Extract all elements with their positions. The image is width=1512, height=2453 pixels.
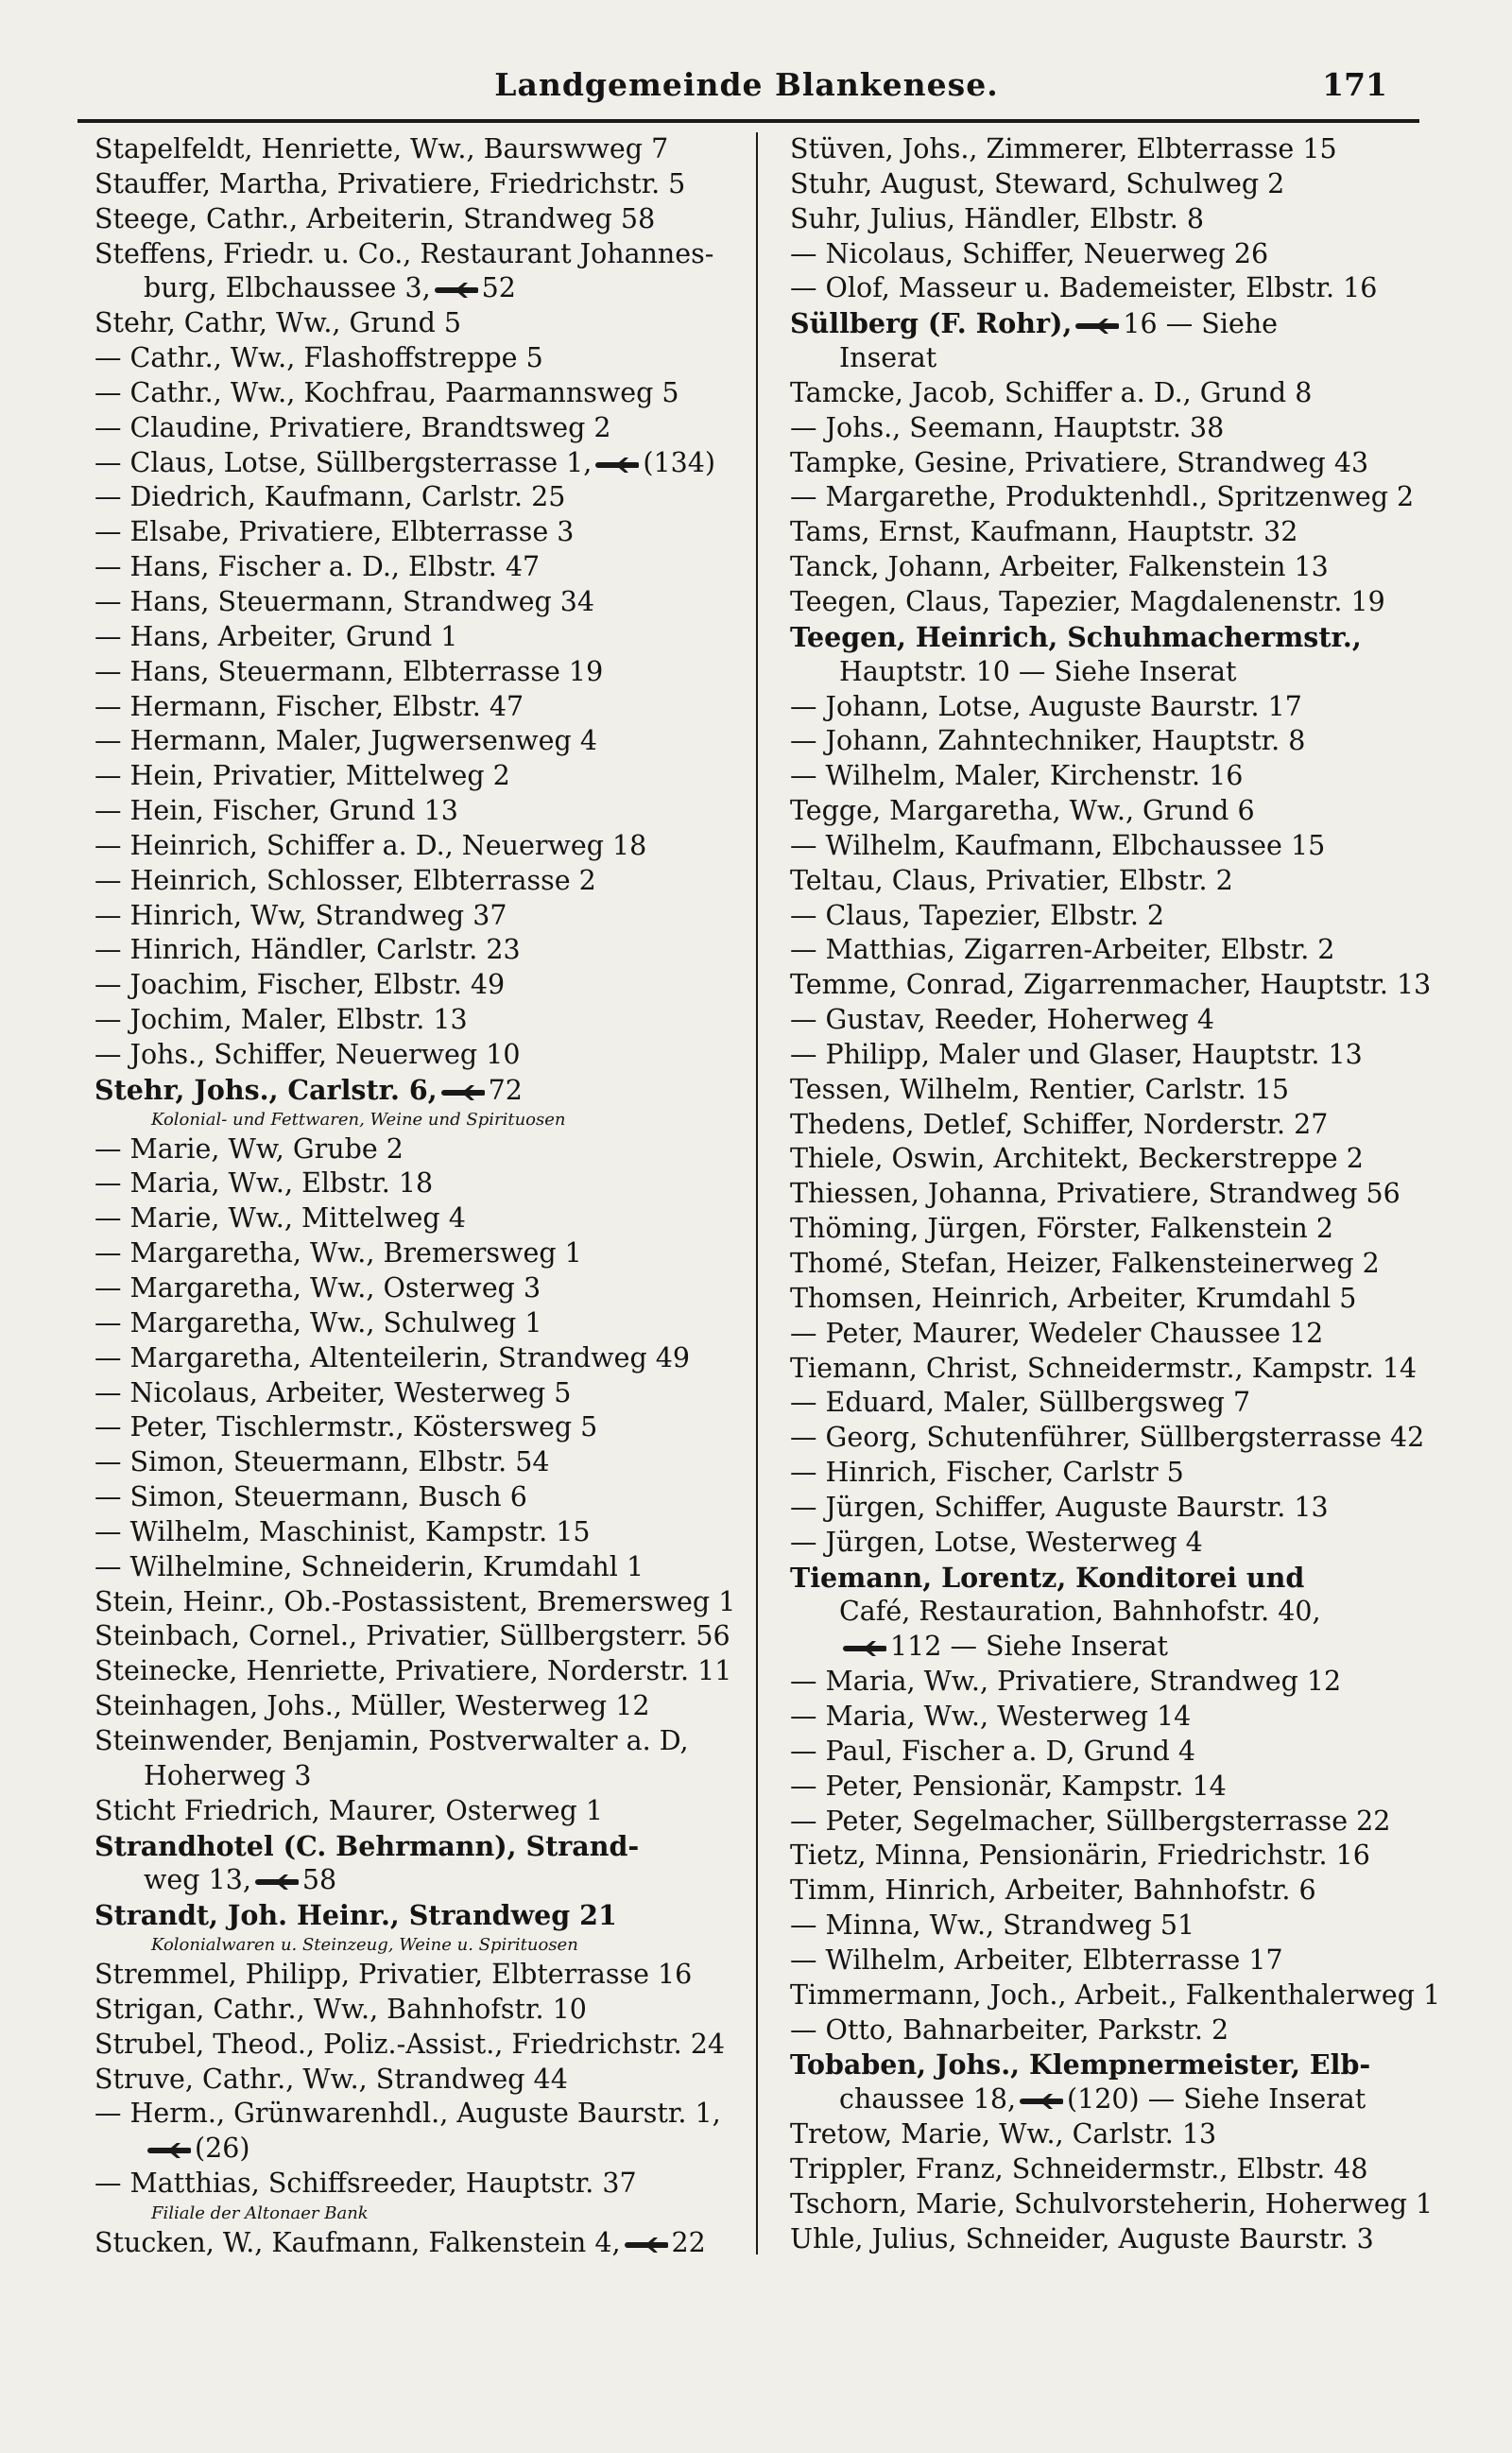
entry-text: Café, Restauration, Bahnhofstr. 40, [839, 1596, 1321, 1628]
entry-text: — Johann, Zahntechniker, Hauptstr. 8 [790, 725, 1306, 757]
entry-text: — Nicolaus, Arbeiter, Westerweg 5 [94, 1376, 572, 1408]
directory-entry [790, 1491, 1456, 1526]
entry-text: — Hein, Privatier, Mittelweg 2 [94, 760, 510, 792]
directory-entry [790, 2047, 1456, 2082]
entry-text: Steinhagen, Johs., Müller, Westerweg 12 [94, 1690, 650, 1722]
entry-text: — Heinrich, Schlosser, Elbterrasse 2 [94, 864, 596, 896]
entry-text: Thomé, Stefan, Heizer, Falkensteinerweg 2 [790, 1248, 1380, 1279]
entry-text: Tegge, Margaretha, Ww., Grund 6 [790, 795, 1255, 827]
entry-text: Tamcke, Jacob, Schiffer a. D., Grund 8 [790, 376, 1313, 408]
entry-note [94, 1933, 761, 1958]
directory-entry [790, 1212, 1456, 1247]
directory-entry [790, 1073, 1456, 1108]
directory-entry [94, 1410, 761, 1445]
entry-text: — Peter, Pensionär, Kampstr. 14 [790, 1770, 1227, 1802]
entry-text: Stapelfeldt, Henriette, Ww., Baurswweg 7 [94, 133, 669, 164]
entry-text: Stremmel, Philipp, Privatier, Elbterrasse 16 [94, 1959, 693, 1991]
directory-entry [790, 655, 1456, 690]
entry-text: — Hans, Fischer a. D., Elbstr. 47 [94, 551, 541, 583]
directory-entry [94, 2028, 761, 2063]
directory-entry [790, 411, 1456, 446]
directory-entry [94, 690, 761, 725]
directory-entry [790, 1177, 1456, 1212]
entry-text: — Wilhelm, Maler, Kirchenstr. 16 [790, 760, 1244, 792]
entry-text: Teegen, Claus, Tapezier, Magdalenenstr. 19 [790, 585, 1385, 617]
entry-text: Tams, Ernst, Kaufmann, Hauptstr. 32 [790, 516, 1298, 548]
entry-text: — Minna, Ww., Strandweg 51 [790, 1909, 1195, 1942]
entry-reference: — Siehe Inserat [950, 1631, 1168, 1663]
directory-entry [790, 1805, 1456, 1840]
directory-entry [790, 1386, 1456, 1421]
directory-entry [94, 1619, 761, 1654]
entry-text: Trippler, Franz, Schneidermstr., Elbstr. 48 [790, 2152, 1368, 2185]
entry-text: Stauffer, Martha, Privatiere, Friedrichstr. 5 [94, 167, 686, 199]
entry-text: — Hein, Fischer, Grund 13 [94, 795, 458, 827]
telephone-hand-icon [595, 456, 639, 475]
entry-text: — Hans, Steuermann, Strandweg 34 [94, 585, 595, 617]
entry-text: — Maria, Ww., Privatiere, Strandweg 12 [790, 1666, 1342, 1698]
entry-text: Uhle, Julius, Schneider, Auguste Baurstr. 3 [790, 2222, 1374, 2254]
directory-entry [790, 933, 1456, 968]
directory-entry [94, 1271, 761, 1306]
entry-text: Steege, Cathr., Arbeiterin, Strandweg 58 [94, 202, 656, 234]
entry-text: Steinecke, Henriette, Privatiere, Norderstr. 11 [94, 1655, 732, 1687]
entry-text: Strigan, Cathr., Ww., Bahnhofstr. 10 [94, 1993, 587, 2025]
directory-entry [94, 2226, 761, 2261]
entry-text: Teegen, Heinrich, Schuhmachermstr., [790, 620, 1362, 653]
directory-entry [94, 1958, 761, 1993]
entry-text: — Margaretha, Ww., Osterweg 3 [94, 1272, 541, 1304]
directory-entry [94, 933, 761, 968]
directory-entry [790, 515, 1456, 550]
entry-text: Tretow, Marie, Ww., Carlstr. 13 [790, 2118, 1217, 2151]
directory-entry [94, 1166, 761, 1201]
entry-text: — Cathr., Ww., Flashoffstreppe 5 [94, 342, 543, 374]
entry-text: — Gustav, Reeder, Hoherweg 4 [790, 1004, 1215, 1036]
directory-entry [790, 1909, 1456, 1943]
entry-text: — Claus, Lotse, Süllbergsterrasse 1, [94, 446, 593, 478]
entry-text: — Otto, Bahnarbeiter, Parkstr. 2 [790, 2013, 1229, 2046]
entry-reference: — Siehe [1165, 308, 1279, 340]
entry-text: Tanck, Johann, Arbeiter, Falkenstein 13 [790, 551, 1329, 583]
telephone-number: 16 [1123, 308, 1158, 340]
directory-entry [790, 1595, 1456, 1630]
entry-text: — Hinrich, Ww, Strandweg 37 [94, 899, 507, 931]
entry-text: Hauptstr. 10 — Siehe Inserat [839, 655, 1237, 687]
directory-entry [94, 1759, 761, 1794]
directory-entry [94, 1724, 761, 1759]
entry-text: — Margaretha, Ww., Bremersweg 1 [94, 1237, 582, 1270]
entry-text: Stuhr, August, Steward, Schulweg 2 [790, 167, 1285, 199]
entry-text: — Heinrich, Schiffer a. D., Neuerweg 18 [94, 829, 647, 861]
directory-entry [790, 899, 1456, 934]
directory-entry [790, 1456, 1456, 1491]
entry-text: — Maria, Ww., Elbstr. 18 [94, 1167, 434, 1200]
directory-entry [790, 1282, 1456, 1317]
directory-entry [94, 1003, 761, 1038]
directory-entry [790, 1352, 1456, 1387]
directory-entry [94, 968, 761, 1003]
telephone-number: 112 [890, 1631, 942, 1663]
telephone-hand-icon [1020, 2092, 1063, 2111]
entry-text: chaussee 18, [839, 2083, 1017, 2116]
entry-text: Thomsen, Heinrich, Arbeiter, Krumdahl 5 [790, 1282, 1357, 1314]
directory-entry [94, 724, 761, 759]
entry-text: — Simon, Steuermann, Busch 6 [94, 1481, 527, 1513]
directory-entry [790, 271, 1456, 306]
entry-text: — Johs., Schiffer, Neuerweg 10 [94, 1038, 521, 1070]
entry-text: Stehr, Cathr, Ww., Grund 5 [94, 307, 462, 339]
entry-text: Filiale der Altonaer Bank [151, 2203, 369, 2223]
directory-entry [790, 1630, 1456, 1665]
entry-text: — Peter, Maurer, Wedeler Chaussee 12 [790, 1317, 1324, 1349]
directory-entry [94, 1038, 761, 1073]
directory-entry [790, 620, 1456, 655]
entry-text: — Peter, Segelmacher, Süllbergsterrasse 22 [790, 1805, 1391, 1837]
directory-entry [790, 2013, 1456, 2048]
directory-entry [790, 759, 1456, 794]
entry-text: Stein, Heinr., Ob.-Postassistent, Bremersweg 1 [94, 1585, 736, 1617]
entry-text: Thedens, Detlef, Schiffer, Norderstr. 27 [790, 1108, 1329, 1140]
directory-entry [94, 376, 761, 411]
entry-text: Steinbach, Cornel., Privatier, Süllbergsterr. 56 [94, 1620, 730, 1652]
directory-entry [94, 2167, 761, 2202]
entry-text: — Wilhelm, Maschinist, Kampstr. 15 [94, 1515, 591, 1547]
entry-text: — Claudine, Privatiere, Brandtsweg 2 [94, 411, 611, 443]
directory-entry [790, 306, 1456, 341]
entry-text: — Peter, Tischlermstr., Köstersweg 5 [94, 1411, 598, 1443]
directory-entry [94, 2132, 761, 2167]
directory-entry [790, 1770, 1456, 1805]
directory-entry [790, 1421, 1456, 1456]
page-header [76, 59, 1418, 115]
directory-entry [94, 1236, 761, 1271]
directory-entry [790, 1142, 1456, 1177]
entry-text: Süllberg (F. Rohr), [790, 307, 1073, 340]
entry-text: — Margaretha, Ww., Schulweg 1 [94, 1306, 542, 1339]
entry-note [94, 1108, 761, 1132]
directory-entry [790, 1003, 1456, 1038]
entry-text: Thiele, Oswin, Architekt, Beckerstreppe 2 [790, 1143, 1364, 1175]
page-number: 171 [1322, 66, 1387, 103]
entry-text: — Olof, Masseur u. Bademeister, Elbstr. 16 [790, 272, 1378, 304]
directory-entry [790, 1665, 1456, 1700]
entry-text: weg 13, [144, 1864, 251, 1896]
directory-entry [790, 1943, 1456, 1978]
entry-text: Struve, Cathr., Ww., Strandweg 44 [94, 2063, 568, 2095]
entry-text: Strandhotel (C. Behrmann), Strand- [94, 1829, 640, 1862]
directory-entry [790, 864, 1456, 899]
entry-text: Tiemann, Christ, Schneidermstr., Kampstr. 14 [790, 1352, 1418, 1384]
entry-text: burg, Elbchaussee 3, [144, 272, 431, 304]
telephone-hand-icon [255, 1873, 299, 1892]
directory-entry [790, 376, 1456, 411]
telephone-hand-icon [435, 281, 478, 300]
directory-entry [94, 202, 761, 237]
directory-entry [790, 2082, 1456, 2117]
entry-text: Thiessen, Johanna, Privatiere, Strandweg 56 [790, 1178, 1400, 1210]
entry-text: — Elsabe, Privatiere, Elbterrasse 3 [94, 516, 575, 548]
entry-text: — Margaretha, Altenteilerin, Strandweg 49 [94, 1341, 691, 1373]
directory-entry [790, 690, 1456, 725]
entry-text: — Joachim, Fischer, Elbstr. 49 [94, 969, 506, 1001]
telephone-hand-icon [843, 1639, 886, 1658]
directory-entry [94, 655, 761, 690]
directory-entry [94, 1515, 761, 1550]
entry-text: — Wilhelm, Kaufmann, Elbchaussee 15 [790, 829, 1326, 861]
directory-entry [94, 1993, 761, 2028]
entry-text: — Cathr., Ww., Kochfrau, Paarmannsweg 5 [94, 376, 679, 408]
directory-entry [790, 1978, 1456, 2013]
entry-text: — Eduard, Maler, Süllbergsweg 7 [790, 1387, 1251, 1419]
directory-entry [94, 759, 761, 794]
directory-entry [94, 2097, 761, 2132]
entry-text: Steffens, Friedr. u. Co., Restaurant Johannes- [94, 237, 714, 269]
entry-text: Stucken, W., Kaufmann, Falkenstein 4, [94, 2226, 621, 2258]
entry-text: Tschorn, Marie, Schulvorsteherin, Hoherweg 1 [790, 2187, 1434, 2220]
entry-text: Stehr, Johs., Carlstr. 6, [94, 1073, 438, 1106]
entry-text: — Nicolaus, Schiffer, Neuerweg 26 [790, 237, 1269, 269]
entry-text: — Claus, Tapezier, Elbstr. 2 [790, 899, 1165, 931]
directory-entry [94, 1794, 761, 1829]
entry-text: — Hans, Arbeiter, Grund 1 [94, 620, 458, 652]
directory-entry [94, 1480, 761, 1515]
entry-text: Steinwender, Benjamin, Postverwalter a. D, [94, 1724, 689, 1756]
directory-entry [94, 1898, 761, 1933]
entry-text: — Jochim, Maler, Elbstr. 13 [94, 1004, 468, 1036]
directory-entry [94, 1689, 761, 1724]
entry-text: Tiemann, Lorentz, Konditorei und [790, 1561, 1305, 1594]
directory-entry [94, 237, 761, 272]
entry-text: — Paul, Fischer a. D, Grund 4 [790, 1735, 1196, 1767]
directory-entry [790, 167, 1456, 202]
entry-text: Strubel, Theod., Poliz.-Assist., Friedrichstr. 24 [94, 2028, 726, 2060]
directory-entry [790, 829, 1456, 864]
telephone-number: 72 [488, 1074, 523, 1106]
telephone-number: (26) [195, 2133, 250, 2165]
page-title: Landgemeinde Blankenese. [494, 66, 999, 103]
directory-entry [94, 446, 761, 481]
directory-entry [94, 480, 761, 515]
directory-entry [94, 306, 761, 341]
directory-entry [94, 341, 761, 376]
telephone-hand-icon [147, 2141, 191, 2160]
header-rule [77, 119, 1419, 123]
directory-entry [790, 132, 1456, 167]
directory-entry [790, 341, 1456, 376]
entry-text: Kolonialwaren u. Steinzeug, Weine u. Spirituosen [151, 1935, 578, 1956]
directory-entry [790, 1735, 1456, 1770]
entry-text: — Hinrich, Fischer, Carlstr 5 [790, 1457, 1184, 1489]
entry-text: — Georg, Schutenführer, Süllbergsterrasse 42 [790, 1422, 1425, 1454]
entry-text: Tobaben, Johs., Klempnermeister, Elb- [790, 2048, 1371, 2082]
entry-text: Sticht Friedrich, Maurer, Osterweg 1 [94, 1794, 603, 1826]
directory-entry [790, 1561, 1456, 1596]
telephone-hand-icon [625, 2236, 668, 2254]
entry-text: Suhr, Julius, Händler, Elbstr. 8 [790, 202, 1204, 234]
directory-entry [94, 794, 761, 829]
directory-entry [94, 550, 761, 585]
directory-entry [790, 550, 1456, 585]
directory-entry [790, 446, 1456, 481]
telephone-number: 22 [671, 2226, 706, 2258]
entry-text: — Wilhelmine, Schneiderin, Krumdahl 1 [94, 1550, 644, 1582]
entry-text: — Jürgen, Schiffer, Auguste Baurstr. 13 [790, 1491, 1329, 1523]
entry-text: — Johs., Seemann, Hauptstr. 38 [790, 411, 1225, 443]
directory-entry [94, 1445, 761, 1480]
entry-text: — Herm., Grünwarenhdl., Auguste Baurstr. 1, [94, 2098, 721, 2130]
directory-entry [790, 1108, 1456, 1143]
directory-entry [790, 1317, 1456, 1352]
directory-entry [94, 899, 761, 934]
directory-entry [790, 1874, 1456, 1909]
entry-text: — Johann, Lotse, Auguste Baurstr. 17 [790, 690, 1302, 722]
directory-entry [790, 202, 1456, 237]
telephone-hand-icon [441, 1083, 485, 1102]
directory-entry [790, 1247, 1456, 1282]
entry-text: — Hermann, Fischer, Elbstr. 47 [94, 690, 524, 722]
entry-text: — Matthias, Zigarren-Arbeiter, Elbstr. 2 [790, 934, 1335, 966]
directory-entry [94, 620, 761, 655]
entry-text: — Marie, Ww, Grube 2 [94, 1132, 404, 1165]
telephone-hand-icon [1075, 317, 1119, 336]
directory-entry [94, 167, 761, 202]
directory-entry [790, 237, 1456, 272]
directory-entry [94, 1306, 761, 1341]
entry-text: Timm, Hinrich, Arbeiter, Bahnhofstr. 6 [790, 1874, 1316, 1907]
directory-entry [94, 1341, 761, 1376]
entry-text: Kolonial- und Fettwaren, Weine und Spirituosen [151, 1109, 566, 1130]
directory-entry [94, 829, 761, 864]
entry-text: — Maria, Ww., Westerweg 14 [790, 1700, 1192, 1732]
directory-entry [94, 271, 761, 306]
directory-entry [790, 1700, 1456, 1735]
directory-entry [94, 2063, 761, 2098]
telephone-number: (120) [1067, 2083, 1140, 2116]
right-column [790, 132, 1456, 2256]
entry-text: Tessen, Wilhelm, Rentier, Carlstr. 15 [790, 1073, 1289, 1105]
directory-entry [94, 1132, 761, 1167]
telephone-number: (134) [643, 446, 715, 478]
left-column [94, 132, 761, 2261]
entry-text: — Simon, Steuermann, Elbstr. 54 [94, 1446, 550, 1478]
directory-entry [790, 1526, 1456, 1561]
directory-entry [94, 1829, 761, 1864]
directory-entry [94, 1376, 761, 1411]
directory-entry [94, 132, 761, 167]
entry-text: — Jürgen, Lotse, Westerweg 4 [790, 1526, 1203, 1558]
entry-text: — Matthias, Schiffsreeder, Hauptstr. 37 [94, 2168, 637, 2200]
directory-entry [790, 2117, 1456, 2152]
directory-entry [94, 515, 761, 550]
entry-text: Timmermann, Joch., Arbeit., Falkenthalerweg 1 [790, 1978, 1441, 2011]
directory-entry [790, 585, 1456, 620]
entry-text: Stüven, Johs., Zimmerer, Elbterrasse 15 [790, 133, 1337, 164]
directory-entry [790, 2222, 1456, 2257]
directory-entry [790, 968, 1456, 1003]
directory-entry [94, 864, 761, 899]
entry-text: — Wilhelm, Arbeiter, Elbterrasse 17 [790, 1943, 1283, 1976]
directory-entry [94, 1201, 761, 1236]
entry-text: — Hermann, Maler, Jugwersenweg 4 [94, 725, 597, 757]
entry-text: — Hinrich, Händler, Carlstr. 23 [94, 934, 521, 966]
entry-reference: — Siehe Inserat [1147, 2083, 1366, 2116]
directory-entry [94, 585, 761, 620]
directory-entry [790, 1839, 1456, 1874]
entry-text: Thöming, Jürgen, Förster, Falkenstein 2 [790, 1213, 1333, 1245]
entry-text: Teltau, Claus, Privatier, Elbstr. 2 [790, 864, 1233, 896]
entry-text: — Marie, Ww., Mittelweg 4 [94, 1202, 466, 1235]
directory-entry [94, 1654, 761, 1689]
directory-entry [790, 724, 1456, 759]
entry-text: Inserat [839, 342, 937, 374]
entry-text: — Margarethe, Produktenhdl., Spritzenweg 2 [790, 481, 1415, 513]
directory-entry [94, 1073, 761, 1108]
directory-entry [94, 1550, 761, 1585]
directory-entry [94, 1863, 761, 1898]
entry-text: Tietz, Minna, Pensionärin, Friedrichstr. 16 [790, 1840, 1370, 1872]
entry-text: Tampke, Gesine, Privatiere, Strandweg 43 [790, 446, 1369, 478]
directory-entry [790, 480, 1456, 515]
entry-text: Temme, Conrad, Zigarrenmacher, Hauptstr. 13 [790, 969, 1432, 1001]
entry-text: Hoherweg 3 [144, 1759, 312, 1791]
directory-entry [790, 1038, 1456, 1073]
entry-text: — Philipp, Maler und Glaser, Hauptstr. 13 [790, 1038, 1363, 1070]
directory-entry [790, 794, 1456, 829]
telephone-number: 52 [481, 272, 516, 304]
entry-text: Strandt, Joh. Heinr., Strandweg 21 [94, 1899, 617, 1932]
directory-entry [790, 2187, 1456, 2222]
directory-entry [94, 1585, 761, 1620]
entry-text: — Diedrich, Kaufmann, Carlstr. 25 [94, 481, 566, 513]
directory-entry [790, 2152, 1456, 2187]
telephone-number: 58 [301, 1864, 337, 1896]
entry-text: — Hans, Steuermann, Elbterrasse 19 [94, 655, 604, 687]
directory-entry [94, 411, 761, 446]
entry-note [94, 2202, 761, 2226]
